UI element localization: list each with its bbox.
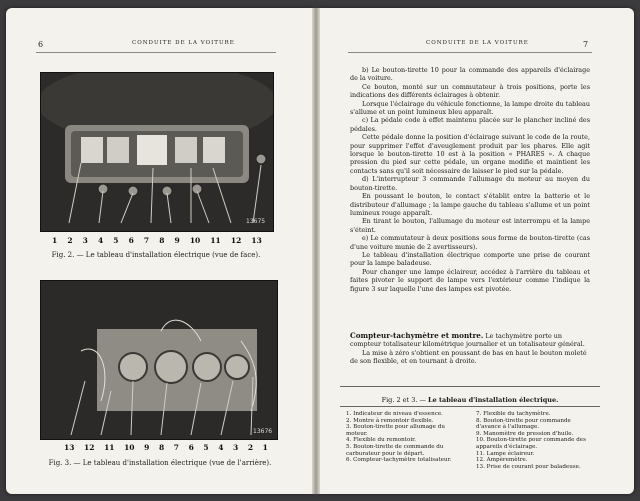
legend-title-bold: Le tableau d'installation électrique. <box>428 396 559 404</box>
left-page-number: 6 <box>38 40 44 49</box>
fig2-num: 13 <box>251 236 262 245</box>
legend-item: 1. Indicateur de niveau d'essence. <box>346 411 443 417</box>
fig2-num: 2 <box>67 236 73 245</box>
fig2-num: 5 <box>113 236 119 245</box>
book-gutter <box>312 8 320 494</box>
fig3-callout-numbers <box>64 443 268 452</box>
right-running-head: CONDUITE DE LA VOITURE <box>426 40 529 46</box>
fig3-num: 13 <box>64 443 75 452</box>
fig3-num: 10 <box>124 443 135 452</box>
legend-item: 6. Compteur-tachymètre totalisateur. <box>346 457 452 464</box>
compteur-text: Le tachymètre porte un compteur totalisateur kilométrique journalier et un totalisateur général. <box>350 332 585 349</box>
paragraph: c) La pédale code à effet maintenu placée sur le plancher incliné des pédales. <box>350 116 590 133</box>
legend-title-prefix: Fig. 2 et 3. — <box>381 396 429 404</box>
compteur-text-2: La mise à zéro s'obtient en poussant de bas en haut le bouton moleté de son flexible, et en tournant à droite. <box>350 348 587 366</box>
fig3-photo <box>40 280 278 440</box>
figure-legend <box>340 384 600 480</box>
dashboard-front-illustration <box>41 73 273 231</box>
legend-item: 12. Ampèremètre. <box>476 457 528 464</box>
fig2-num: 12 <box>230 236 242 245</box>
fig3-num: 2 <box>247 443 254 452</box>
legend-title <box>340 396 600 404</box>
fig2-num: 1 <box>52 236 58 245</box>
fig2-photo <box>40 72 274 232</box>
legend-col-2 <box>476 411 596 470</box>
fig3-num: 3 <box>233 443 239 452</box>
paragraph: d) L'interrupteur 3 commande l'allumage du moteur au moyen du bouton-tirette. <box>350 175 590 192</box>
fig2-num: 4 <box>97 236 104 245</box>
paragraph: En poussant le bouton, le contact s'établit entre la batterie et le distributeur d'allumage ; la lampe gauche du tableau s'allume et un point lumineux rouge apparaît. <box>350 192 590 217</box>
paragraph: Cette pédale donne la position d'éclairage suivant le code de la route, pour supprimer l'effet d'aveuglement produit par les phares. Elle agit lorsque le bouton-tirette 10 est à la position « PHARES ». A chaque pression du pied sur cette pédale, un organe modifie et maintient les contacts sans qu'il soit nécessaire de laisser le pied sur la pédale. <box>350 133 590 175</box>
fig3-num: 5 <box>203 443 209 452</box>
fig2-num: 8 <box>159 236 165 245</box>
paragraph: Ce bouton, monté sur un commutateur à trois positions, porte les indications des différents éclairages à obtenir. <box>350 82 590 100</box>
dashboard-rear-illustration <box>41 281 277 439</box>
fig3-num: 4 <box>218 443 224 452</box>
paragraph: Lorsque l'éclairage du véhicule fonctionne, la lampe droite du tableau s'allume et un point lumineux bleu apparaît. <box>350 99 590 117</box>
fig2-plate-ref: 13675 <box>246 218 266 225</box>
compteur-heading: Compteur-tachymètre et montre. <box>350 331 484 340</box>
left-header-rule <box>36 52 276 53</box>
legend-top-rule <box>340 386 600 387</box>
legend-columns <box>346 411 596 470</box>
legend-item: 2. Montre à remontoir flexible. <box>346 417 434 424</box>
legend-item: 5. Bouton-tirette de commande du carburateur pour le départ. <box>346 443 444 457</box>
paragraph: e) Le commutateur à deux positions sous forme de bouton-tirette (cas d'une voiture munie de 2 avertisseurs). <box>350 234 590 251</box>
fig3-num: 6 <box>188 443 194 452</box>
fig2-num: 6 <box>128 236 134 245</box>
legend-item: 4. Flexible du remontoir. <box>346 437 416 444</box>
fig2-num: 9 <box>174 236 180 245</box>
fig2-caption: Fig. 2. — Le tableau d'installation électrique (vue de face). <box>51 251 261 259</box>
fig3-num: 1 <box>262 443 268 452</box>
legend-col-1 <box>346 411 466 470</box>
legend-item: 11. Lampe éclaireur. <box>476 450 535 457</box>
fig3-num: 8 <box>158 443 165 452</box>
fig2-num: 11 <box>210 236 221 245</box>
fig2-num: 10 <box>189 236 201 245</box>
fig3-num: 11 <box>104 443 115 452</box>
fig2-num: 3 <box>82 236 88 245</box>
fig3-plate-ref: 13676 <box>253 428 273 435</box>
fig3-num: 9 <box>144 443 150 452</box>
legend-item: 10. Bouton-tirette pour commande des appareils d'éclairage. <box>476 437 586 450</box>
paragraph: Le tableau d'installation électrique comporte une prise de courant pour la lampe baladeuse. <box>350 250 590 268</box>
compteur-section <box>350 332 590 366</box>
legend-item: 13. Prise de courant pour baladeuse. <box>476 463 581 470</box>
paragraph: En tirant le bouton, l'allumage du moteur est interrompu et la lampe s'éteint. <box>350 217 590 234</box>
legend-item: 9. Manomètre de pression d'huile. <box>476 430 574 437</box>
fig2-num: 7 <box>143 236 150 245</box>
legend-mid-rule <box>340 406 600 407</box>
fig3-num: 12 <box>84 443 95 452</box>
fig3-caption: Fig. 3. — Le tableau d'installation électrique (vue de l'arrière). <box>48 459 272 467</box>
right-header-rule <box>348 52 592 53</box>
legend-item: 7. Flexible du tachymètre. <box>476 411 551 417</box>
paragraph: Pour changer une lampe éclaireur, accédez à l'arrière du tableau et faites pivoter le support de lampe vers l'extérieur comme l'indique la figure 3 sur laquelle l'une des lampes est pivotée. <box>350 267 590 293</box>
right-page-number: 7 <box>583 40 589 49</box>
fig3-num: 7 <box>173 443 179 452</box>
legend-item: 8. Bouton-tirette pour commande d'avance à l'allumage. <box>476 417 571 431</box>
paragraph: b) Le bouton-tirette 10 pour la commande des appareils d'éclairage de la voiture. <box>350 66 590 83</box>
legend-item: 3. Bouton-tirette pour allumage du moteur. <box>346 424 445 437</box>
right-body-text <box>350 66 590 293</box>
left-running-head: CONDUITE DE LA VOITURE <box>132 40 235 46</box>
fig2-callout-numbers <box>52 236 262 245</box>
